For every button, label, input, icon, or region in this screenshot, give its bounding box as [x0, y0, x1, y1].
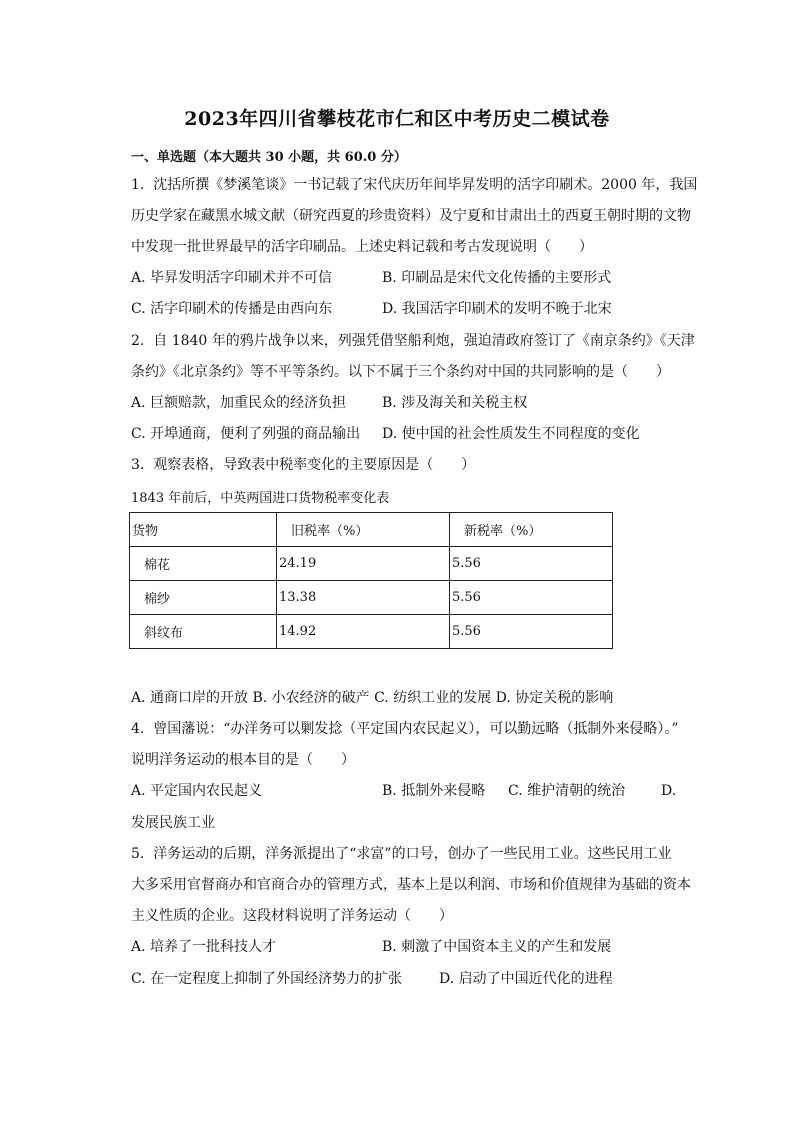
table-row	[130, 615, 613, 649]
q5-option-a: A. 培养了一批科技人才	[131, 939, 277, 955]
q4-option-c: C. 维护清朝的统治	[508, 783, 626, 799]
cell-old-rate: 14.92	[277, 615, 450, 649]
q1-option-d: D. 我国活字印刷术的发明不晚于北宋	[382, 301, 612, 317]
q5-option-c: C. 在一定程度上抑制了外国经济势力的扩张	[131, 971, 403, 987]
q2-option-a: A. 巨额赔款，加重民众的经济负担	[131, 395, 347, 411]
q5-stem-line-2: 大多采用官督商办和官商合办的管理方式，基本上是以利润、市场和价值规律为基础的资本	[131, 877, 691, 893]
header-new-rate: 新税率（%）	[450, 513, 613, 547]
table-row	[130, 547, 613, 581]
tax-rate-table	[129, 512, 613, 649]
q1-option-c: C. 活字印刷术的传播是由西向东	[131, 301, 333, 317]
q4-stem-line-1: 4. 曾国藩说：“办洋务可以剿发捻（平定国内农民起义），可以勤远略（抵制外来侵略）。”	[131, 721, 679, 737]
cell-old-rate: 13.38	[277, 581, 450, 615]
table-row	[130, 581, 613, 615]
q3-stem: 3. 观察表格，导致表中税率变化的主要原因是（ ）	[131, 457, 476, 473]
table-header-row	[130, 513, 613, 547]
q5-option-d: D. 启动了中国近代化的进程	[439, 971, 613, 987]
header-old-rate: 旧税率（%）	[277, 513, 450, 547]
q2-option-d: D. 使中国的社会性质发生不同程度的变化	[382, 426, 640, 442]
cell-goods: 棉花	[130, 547, 277, 581]
q2-stem-line-1: 2. 自 1840 年的鸦片战争以来，列强凭借坚船利炮，强迫清政府签订了《南京条约》《天津	[131, 333, 695, 349]
q4-option-b: B. 抵制外来侵略	[382, 783, 486, 799]
q1-stem-line-3: 中发现一批世界最早的活字印刷品。上述史料记载和考古发现说明（ ）	[131, 239, 593, 255]
q4-option-d: D.	[661, 783, 677, 799]
cell-new-rate: 5.56	[450, 615, 613, 649]
q3-options: A. 通商口岸的开放 B. 小农经济的破产 C. 纺织工业的发展 D. 协定关税的影响	[131, 690, 614, 706]
section-heading: 一、单选题（本大题共 30 小题，共 60.0 分）	[131, 150, 407, 165]
header-goods: 货物	[130, 513, 277, 547]
q2-option-b: B. 涉及海关和关税主权	[382, 395, 528, 411]
cell-goods: 棉纱	[130, 581, 277, 615]
q1-stem-line-1: 1. 沈括所撰《梦溪笔谈》一书记载了宋代庆历年间毕昇发明的活字印刷术。2000 年，我国	[131, 177, 698, 193]
q5-option-b: B. 刺激了中国资本主义的产生和发展	[382, 939, 612, 955]
q4-option-d-continued: 发展民族工业	[131, 815, 215, 831]
q4-option-a: A. 平定国内农民起义	[131, 783, 263, 799]
table-caption: 1843 年前后，中英两国进口货物税率变化表	[131, 491, 390, 506]
q4-stem-line-2: 说明洋务运动的根本目的是（ ）	[131, 752, 355, 768]
cell-new-rate: 5.56	[450, 547, 613, 581]
cell-new-rate: 5.56	[450, 581, 613, 615]
q1-option-a: A. 毕昇发明活字印刷术并不可信	[131, 270, 333, 286]
q1-stem-line-2: 历史学家在藏黑水城文献（研究西夏的珍贵资料）及宁夏和甘肃出土的西夏王朝时期的文物	[131, 208, 691, 224]
q1-option-b: B. 印刷品是宋代文化传播的主要形式	[382, 270, 612, 286]
cell-old-rate: 24.19	[277, 547, 450, 581]
q5-stem-line-3: 主义性质的企业。这段材料说明了洋务运动（ ）	[131, 908, 453, 924]
q2-stem-line-2: 条约》《北京条约》等不平等条约。以下不属于三个条约对中国的共同影响的是（ ）	[131, 364, 670, 380]
cell-goods: 斜纹布	[130, 615, 277, 649]
exam-title: 2023年四川省攀枝花市仁和区中考历史二模试卷	[184, 108, 610, 130]
q5-stem-line-1: 5. 洋务运动的后期，洋务派提出了“求富”的口号，创办了一些民用工业。这些民用工业	[131, 846, 672, 862]
q2-option-c: C. 开埠通商，便利了列强的商品输出	[131, 426, 361, 442]
